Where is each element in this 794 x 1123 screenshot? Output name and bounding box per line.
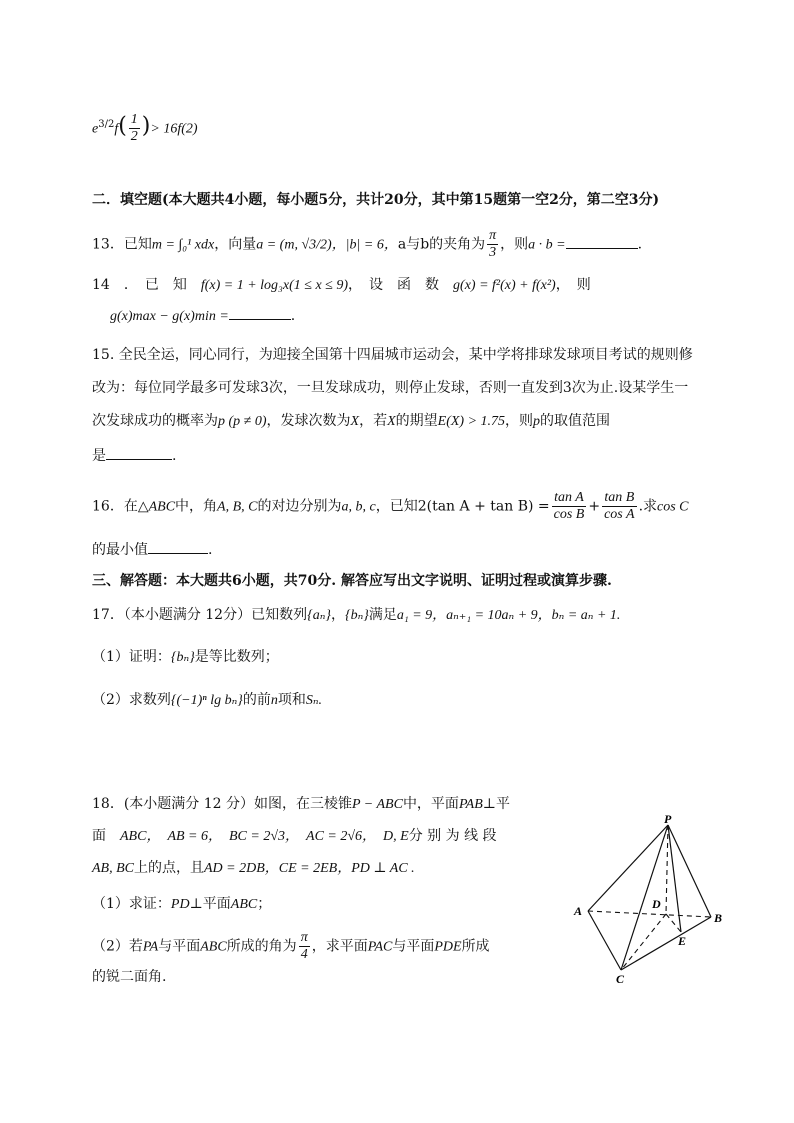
edge-PB [668,825,711,917]
formula-f: f [114,121,119,137]
question-16-line2: 的最小值 . [92,542,213,558]
formula-rest: > 16f(2) [150,121,198,137]
top-formula: $e^{3/2}f$( $\frac{1}{2}$ )> 16f(2) [92,112,198,144]
question-17-part2: （2）求数列{(−1)ⁿ lg bₙ}的前n项和Sₙ. [92,692,323,708]
formula-base: e [92,121,99,137]
question-18-part1: （1）求证：PD⊥平面ABC； [92,896,272,912]
question-18-line3: AB, BC上的点，且AD = 2DB，CE = 2EB，PD ⊥ AC . [92,860,415,876]
edge-PD-hidden [666,825,668,914]
q16-frac2: $\frac{\text{tan B}}{\text{cos A}}$ [604,490,635,522]
answer-blank [566,236,638,249]
label-D: D [652,897,661,911]
answer-blank [148,541,208,554]
label-B: B [714,911,723,925]
edge-PC [621,825,668,970]
label-A: A [574,904,583,918]
edge-AC [588,911,621,970]
edge-CB [621,917,711,970]
question-15-line2: 改为：每位同学最多可发球3次，一旦发球成功，则停止发球，否则一直发到3次为止.设某学生一 [92,380,689,396]
question-14: 14 ． 已 知 f(x) = 1 + log₃x(1 ≤ x ≤ 9)， 设 函 数 g(x) = f²(x) + f(x²)， 则 [92,277,591,293]
formula-arg: $\frac{1}{2}$ [130,112,138,144]
question-13: 13．已知m = ∫₀¹ xdx，向量a = (m, √3/2)，|b| = 6，a与b的夹角为 $\frac{\pi}{3}$ ，则a · b = . [92,228,643,260]
edge-AB-hidden [588,911,711,917]
question-18-part2: （2）若PA与平面ABC所成的角为 $\frac{\pi}{4}$ ，求平面PAC与平面PDE所成 [92,930,490,962]
question-15-line3: 次发球成功的概率为p (p ≠ 0)，发球次数为X，若X的期望E(X) > 1.75，则p的取值范围 [92,413,611,429]
section3-heading: 三、解答题：本大题共6小题，共70分. 解答应写出文字说明、证明过程或演算步骤. [92,573,612,589]
question-15-line1: 15. 全民全运，同心同行，为迎接全国第十四届城市运动会，某中学将排球发球项目考试的规则修 [92,347,693,363]
section2-heading: 二．填空题(本大题共4小题，每小题5分，共计20分，其中第15题第一空2分，第二空3分) [92,192,660,208]
question-18-line1: 18．(本小题满分 12 分）如图，在三棱锥P − ABC中，平面PAB⊥平 [92,796,510,812]
question-16: 16．在△ABC中，角A, B, C的对边分别为a, b, c，已知2(tan A + tan B) = $\frac{\text{tan A}}{\text{cos B}}$ + $\frac{\text{tan B}}{\text{cos A}}$ .求cos C [92,490,689,522]
answer-blank [106,447,172,460]
label-P: P [664,815,672,826]
formula-exponent: 3/2 [98,118,115,130]
question-18-last: 的锐二面角. [92,969,167,985]
question-15-line4: 是 . [92,448,177,464]
question-17-part1: （1）证明：{bₙ}是等比数列； [92,649,279,665]
answer-blank [229,307,291,320]
edge-DC-hidden [621,914,666,970]
label-C: C [616,972,625,985]
q13-m-def: m = ∫₀¹ xdx [151,237,215,253]
tetrahedron-figure [566,815,736,985]
question-17: 17．（本小题满分 12分）已知数列{aₙ}，{bₙ}满足a₁ = 9，aₙ₊₁ = 10aₙ + 9，bₙ = aₙ + 1. [92,607,621,623]
q16-frac1: $\frac{\text{tan A}}{\text{cos B}}$ [553,490,585,522]
q13-a-def: a = (m, √3/2) [256,237,332,253]
q13-angle: $\frac{\pi}{3}$ [489,228,497,260]
question-18-line2: 面 ABC， AB = 6， BC = 2√3， AC = 2√6， D, E分 别 为 线 段 [92,828,497,844]
q18-angle: $\frac{\pi}{4}$ [300,930,308,962]
label-E: E [678,934,687,948]
question-14-line2: g(x)max − g(x)min = . [110,308,296,324]
